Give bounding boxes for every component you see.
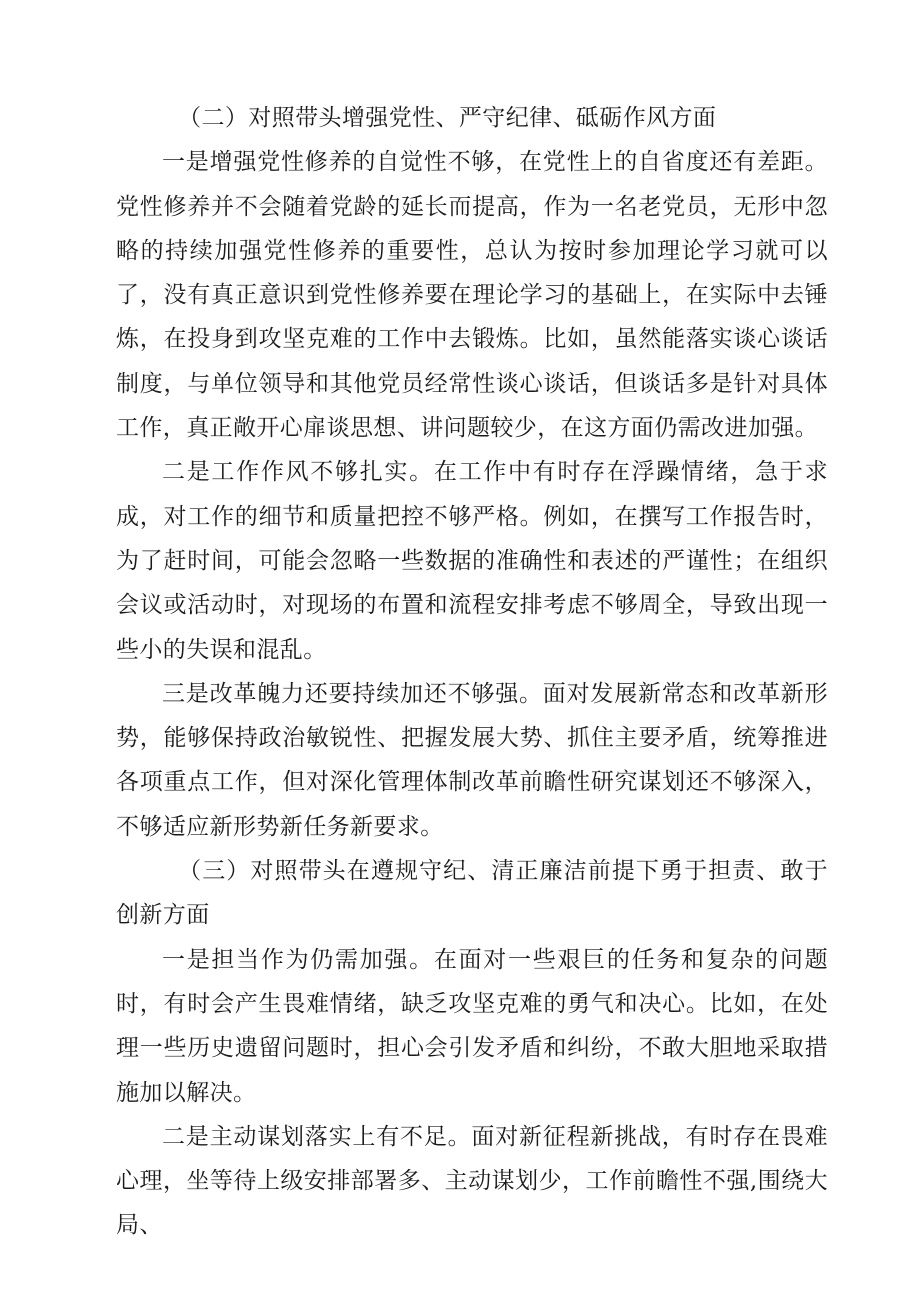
paragraph-party-spirit: 一是增强党性修养的自觉性不够，在党性上的自省度还有差距。党性修养并不会随着党龄的延长而提高，作为一名老党员，无形中忽略的持续加强党性修养的重要性，总认为按时参加理论学习就可以了，没有真正意识到党性修养要在理论学习的基础上，在实际中去锤炼，在投身到攻坚克难的工作中去锻炼。比如，虽然能落实谈心谈话制度，与单位领导和其他党员经常性谈心谈话，但谈话多是针对具体工作，真正敞开心扉谈思想、讲问题较少，在这方面仍需改进加强。 [116,149,828,442]
section-heading-2: （二）对照带头增强党性、严守纪律、砥砺作风方面 [178,105,717,131]
paragraph-responsibility: 一是担当作为仍需加强。在面对一些艰巨的任务和复杂的问题时，有时会产生畏难情绪，缺乏攻坚克难的勇气和决心。比如，在处理一些历史遗留问题时，担心会引发矛盾和纠纷，不敢大胆地采取措施加以解决。 [116,946,828,1106]
paragraph-proactive-planning: 二是主动谋划落实上有不足。面对新征程新挑战，有时存在畏难心理，坐等待上级安排部署多、主动谋划少，工作前瞻性不强,围绕大局、 [116,1123,828,1239]
section-heading-3: （三）对照带头在遵规守纪、清正廉洁前提下勇于担责、敢于创新方面 [116,858,828,929]
paragraph-work-style: 二是工作作风不够扎实。在工作中有时存在浮躁情绪，急于求成，对工作的细节和质量把控不够严格。例如，在撰写工作报告时，为了赶时间，可能会忽略一些数据的准确性和表述的严谨性；在组织会议或活动时，对现场的布置和流程安排考虑不够周全，导致出现一些小的失误和混乱。 [116,459,828,663]
paragraph-reform-courage: 三是改革魄力还要持续加还不够强。面对发展新常态和改革新形势，能够保持政治敏锐性、把握发展大势、抓住主要矛盾，统筹推进各项重点工作，但对深化管理体制改革前瞻性研究谋划还不够深入，不够适应新形势新任务新要求。 [116,680,828,840]
document-body [116,96,828,1248]
